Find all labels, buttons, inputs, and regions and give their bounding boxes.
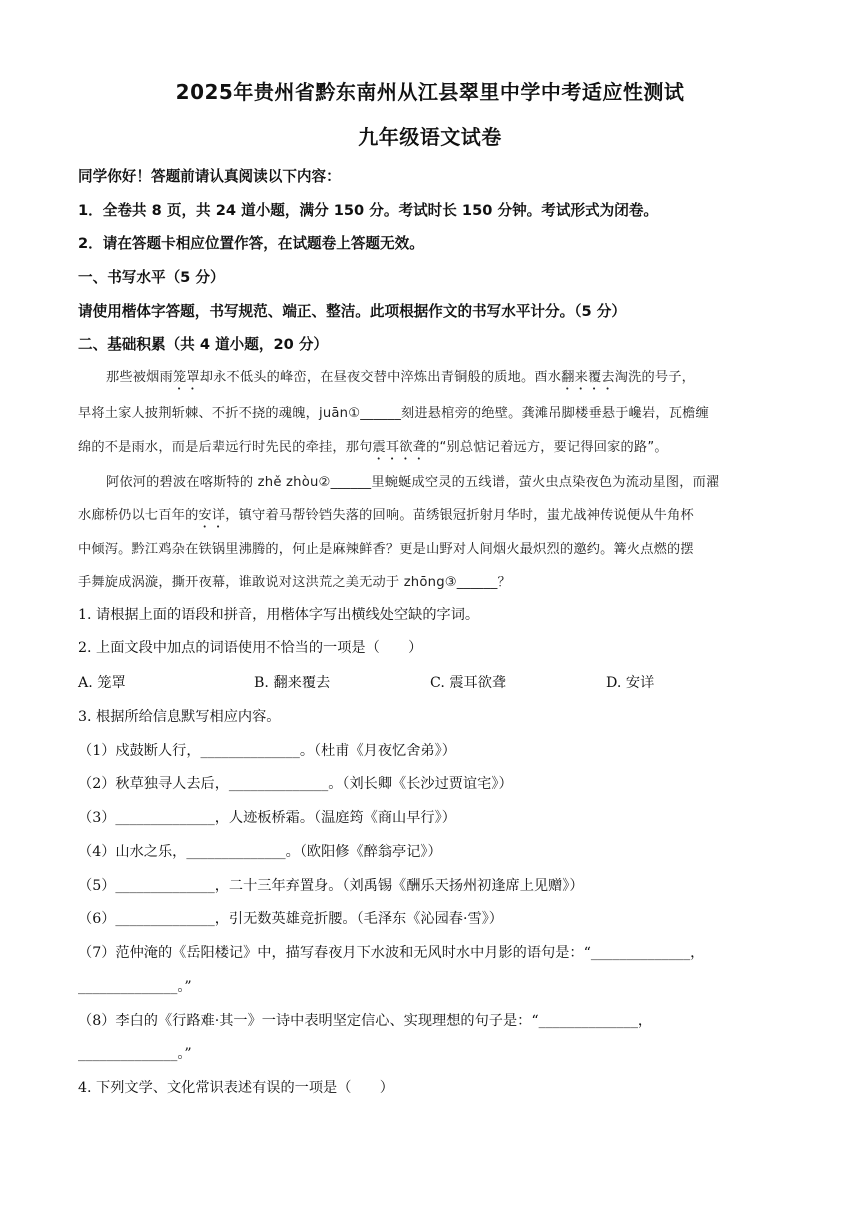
- section-1-text: 请使用楷体字答题，书写规范、端正、整洁。此项根据作文的书写水平计分。（5 分）: [78, 303, 626, 320]
- option-b: B. 翻来覆去: [254, 675, 331, 691]
- section-2-heading: 二、基础积累（共 4 道小题，20 分）: [78, 336, 329, 353]
- question-3: 3. 根据所给信息默写相应内容。: [78, 709, 281, 725]
- notice-item-2: 2．请在答题卡相应位置作答，在试题卷上答题无效。: [78, 235, 424, 252]
- section-1-heading: 一、书写水平（5 分）: [78, 269, 225, 286]
- dotted-word-3: 震耳欲聋: [372, 440, 427, 455]
- question-4: 4. 下列文学、文化常识表述有误的一项是（ ）: [78, 1080, 394, 1096]
- dotted-word-2: 翻来覆去: [561, 370, 615, 385]
- recite-item-3: （3）______________，人迹板桥霜。（温庭筠《商山早行》）: [78, 810, 456, 826]
- passage-line-1: 那些被烟雨笼罩却永不低头的峰峦，在昼夜交替中淬炼出青铜般的质地。酉水翻来覆去淘洗的号子，: [106, 370, 696, 385]
- option-c: C. 震耳欲聋: [430, 675, 507, 691]
- recite-item-6: （6）______________，引无数英雄竞折腰。（毛泽东《沁园春·雪》）: [78, 911, 503, 927]
- exam-title: 2025年贵州省黔东南州从江县翠里中学中考适应性测试: [175, 80, 685, 104]
- passage-line-7: 手舞旋成涡漩，撕开夜幕，谁敢说对这洪荒之美无动于 zhōng③______？: [78, 575, 511, 590]
- option-a: A. 笼罩: [78, 675, 126, 691]
- recite-item-5: （5）______________，二十三年弃置身。（刘禹锡《酬乐天扬州初逢席上见赠》）: [78, 878, 584, 894]
- passage-line-4: 阿依河的碧波在喀斯特的 zhě zhòu②______里蜿蜒成空灵的五线谱，萤火虫点染夜色为流动星图，而濯: [106, 475, 720, 490]
- notice-item-1: 1．全卷共 8 页，共 24 道小题，满分 150 分。考试时长 150 分钟。考试形式为闭卷。: [78, 202, 659, 219]
- question-2: 2. 上面文段中加点的词语使用不恰当的一项是（ ）: [78, 640, 423, 656]
- recite-item-1: （1）戍鼓断人行，______________。（杜甫《月夜忆舍弟》）: [78, 743, 456, 759]
- passage-line-6: 中倾泻。黔江鸡杂在铁锅里沸腾的，何止是麻辣鲜香？更是山野对人间烟火最炽烈的邀约。篝火点燃的摆: [78, 542, 694, 557]
- passage-line-3: 绵的不是雨水，而是后辈远行时先民的牵挂，那句震耳欲聋的“别总惦记着远方，要记得回家的路”。: [78, 440, 668, 455]
- recite-item-8: （8）李白的《行路难·其一》一诗中表明坚定信心、实现理想的句子是：“______________，: [78, 1013, 653, 1029]
- notice-intro: 同学你好！答题前请认真阅读以下内容：: [78, 168, 341, 185]
- dotted-word-1: 笼罩: [172, 370, 200, 385]
- passage-line-5: 水廊桥仍以七百年的安详，镇守着马帮铃铛失落的回响。苗绣银冠折射月华时，蚩尤战神传说便从牛角杯: [78, 508, 694, 523]
- option-d: D. 安详: [606, 675, 655, 691]
- recite-item-7-cont: ______________。”: [78, 979, 192, 995]
- dotted-word-4: 安详: [198, 508, 226, 523]
- question-1: 1. 请根据上面的语段和拼音，用楷体字写出横线处空缺的字词。: [78, 607, 480, 623]
- exam-subtitle: 九年级语文试卷: [358, 125, 502, 149]
- recite-item-4: （4）山水之乐，______________。（欧阳修《醉翁亭记》）: [78, 844, 442, 860]
- recite-item-7: （7）范仲淹的《岳阳楼记》中，描写春夜月下水波和无风时水中月影的语句是：“______________，: [78, 945, 705, 961]
- recite-item-8-cont: ______________。”: [78, 1046, 192, 1062]
- passage-line-2: 早将土家人披荆斩棘、不折不挠的魂魄，juān①______刻进悬棺旁的绝壁。龚滩吊脚楼垂悬于巉岩，瓦檐缠: [78, 406, 709, 421]
- recite-item-2: （2）秋草独寻人去后，______________。（刘长卿《长沙过贾谊宅》）: [78, 776, 513, 792]
